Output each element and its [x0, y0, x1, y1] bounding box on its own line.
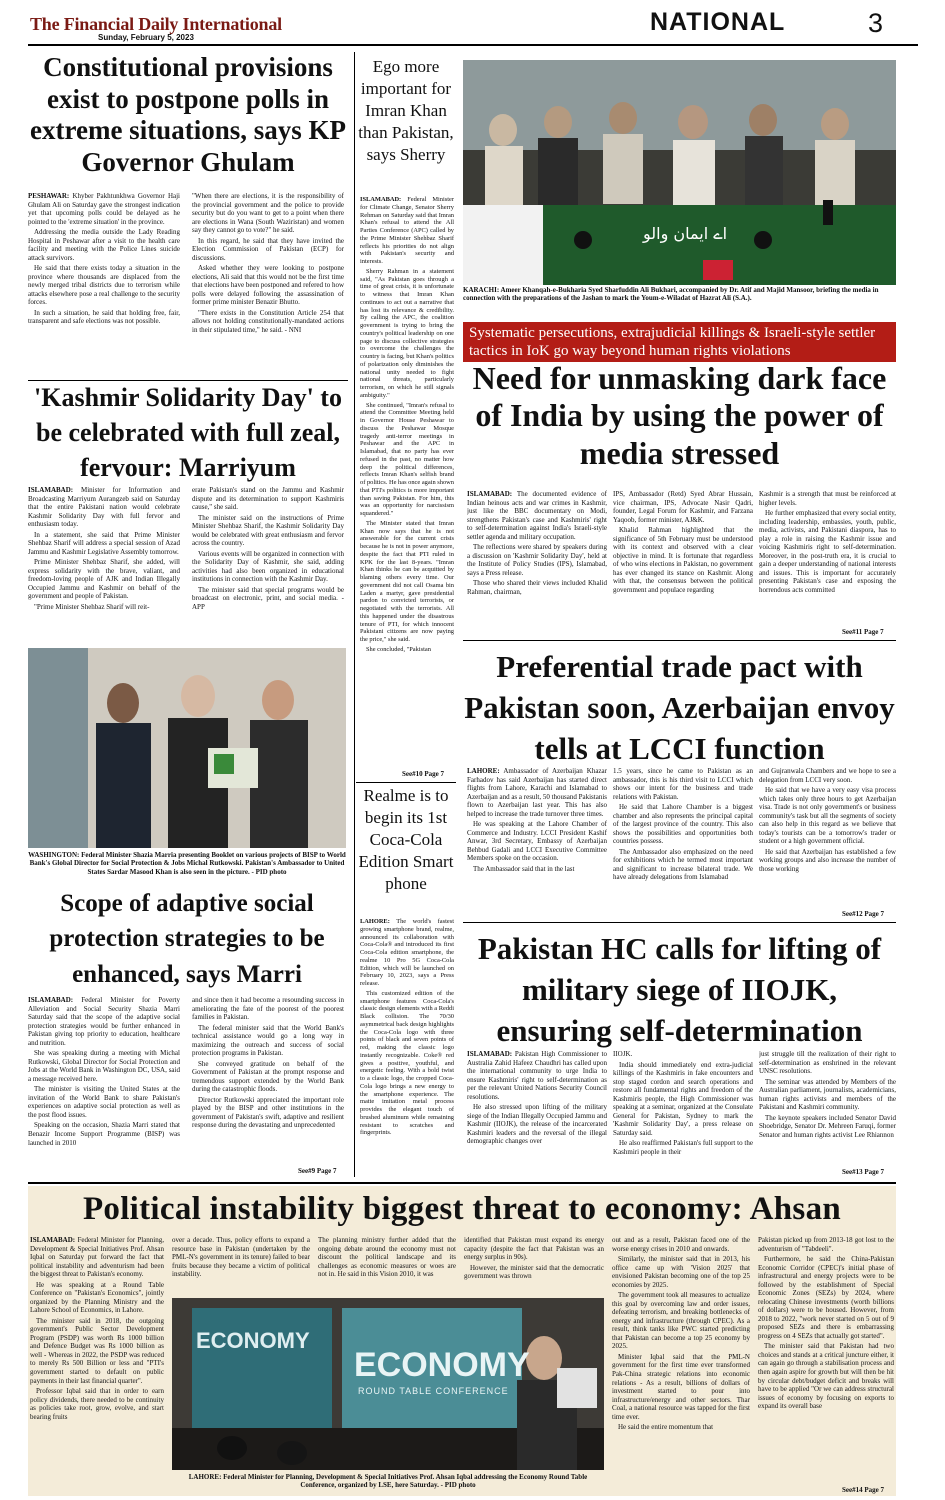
headline-azerbaijan-trade: Preferential trade pact with Pakistan soon, Azerbaijan envoy tells at LCCI function: [464, 649, 895, 767]
paragraph: This customized edition of the smartphone features Coca-Cola's classic design elements with a Reddi Black collision. The 70/30 asymmetrical back design highlights the Coca-Cola logo with three points of black and seven points of red, making the classic logo instantly recognizable. Coke® red gives a positive, youthful, and energetic feeling. With a bold twist to a classic logo, the cropped Coca-Cola logo brings a new energy to the smartphone experience. The matte imitation metal process provides the elegant touch of brushed aluminum while remaining resistant to scratches and fingerprints.: [360, 989, 454, 1137]
headline-iiojk: Pakistan HC calls for lifting of military siege of IIOJK, ensuring self-determination: [477, 931, 882, 1049]
kicker-banner: Systematic persecutions, extrajudicial killings & Israeli-style settler tactics in IoK go way beyond human rights violations: [463, 322, 896, 362]
solidarity-col1: [28, 486, 180, 641]
paragraph: The Ambassador said that in the last: [473, 864, 575, 873]
paragraph: Kashmir is a strength that must be reinforced at higher levels.: [759, 490, 896, 507]
headline-ahsan: Political instability biggest threat to economy: Ahsan: [82, 1191, 842, 1227]
paragraph: He further emphasized that every social entity, including leadership, embassies, youth, public, media, activists, and Pakistani diaspora, has to play a role in raising the Kashmir issue and voicing Kashmiris right to self-determination. Moreover, in the post-truth era, it is crucial to gain a deeper understanding of national interests and issues. This is important for accurately presenting Pakistan's case and exposing the horrendous acts committed: [759, 509, 896, 594]
paragraph: "There exists in the Constitution Article 254 that allows not holding constitutionally-mandated actions in their stipulated time," he said. - NNI: [192, 308, 344, 334]
paragraph: Speaking on the occasion, Shazia Marri stated that Benazir Income Support Programme (BISP) was launched in 2010: [28, 1121, 180, 1147]
ahsan-col3: [318, 1236, 456, 1296]
column-rule: [354, 52, 355, 1177]
divider: [356, 782, 456, 783]
see-continuation[interactable]: See#14 Page 7: [842, 1486, 884, 1494]
trade-col1: [467, 767, 607, 919]
headline-marri: Scope of adaptive social protection strategies to be enhanced, says Marri: [49, 890, 325, 988]
paragraph: over a decade. Thus, policy efforts to expand a resource base in Pakistan (undertaken by the PML-N's government in its tenure) failed to bear fruits because they became a victim of political instability.: [172, 1236, 310, 1279]
paragraph: The Ambassador also emphasized on the need for exhibitions which he termed most important and significant to increase bilateral trade. We have already delegations from Islamabad: [613, 847, 753, 882]
headline-sherry: Ego more important for Imran Khan than Pakistan, says Sherry: [358, 57, 454, 165]
dateline: ISLAMABAD:: [30, 1236, 76, 1244]
headline-realme: Realme is to begin its 1st Coca-Cola Edition Smart phone: [358, 786, 454, 894]
ahsan-col6: [758, 1236, 894, 1484]
paragraph: However, the minister said that the democratic government was thrown: [464, 1263, 604, 1281]
paragraph: He said that we have a very easy visa process which takes only three hours to get Azerbaijan visa. Trade is not only government's or business community's task but all the segments of society can also help in this regard as we believe that today's tourists can be a tomorrow's trader or student or a high government official.: [759, 786, 896, 846]
paragraph: The reflections were shared by speakers during a discussion on 'Kashmir Solidarity Day', held at the Institute of Policy Studies (IPS), Islamabad, says a Press release.: [467, 543, 607, 577]
headline-kashmir-solidarity: 'Kashmir Solidarity Day' to be celebrated with full zeal, fervour: Marriyum: [34, 383, 342, 483]
paragraph: In this regard, he said that they have invited the Election Commission of Pakistan (ECP) for discussions.: [192, 236, 344, 262]
paragraph: out and as a result, Pakistan faced one of the worse energy crises in 2010 and onwards.: [612, 1236, 750, 1253]
paragraph: Khyber Pakhtunkhwa Governor Haji Ghulam Ali on Saturday gave the strongest indication yet that upcoming polls could be delayed as he pointed to the 'extreme situation' in the province.: [28, 192, 180, 226]
banner-text: اے ایمان والو: [643, 224, 728, 243]
paragraph: He also reaffirmed Pakistan's full support to the Kashmiri people in their: [613, 1139, 753, 1156]
paragraph: Sherry Rahman in a statement said, "As Pakistan goes through a time of great crisis, it is unfortunate to witness that Imran Khan continues to act out a narrative that has lost its relevance & credibility. By calling the APC, the coalition government is trying to bring the country's political leadership on one page to discuss collective strategies to overcome the challenges the country is facing, but Khan's politics of polarization only diminishes the national unity needed to fight national threats, particularly terrorism, on which he still signals ambiguity.": [360, 267, 454, 399]
newspaper-name: The Financial Daily International: [30, 14, 282, 34]
paragraph: Addressing the media outside the Lady Reading Hospital in Peshawar after a visit to the health care facility and meeting with the Police Lines suicide attack survivors.: [28, 228, 180, 262]
divider: [28, 1182, 896, 1184]
paragraph: The minister said that special programs would be broadcast on electronic, print, and social media. - APP: [192, 585, 344, 611]
paragraph: Those who shared their views included Khalid Rahman, chairman,: [467, 579, 607, 596]
sherry-story: [360, 196, 454, 776]
ahsan-photo: [172, 1298, 604, 1470]
paragraph: The world's fastest growing smartphone brand, realme, announced its collaboration with Coca-Cola® and introduced its first Coca-Cola edition smartphone, the realme 10 Pro 5G Coca-Cola Edition, which will be launched on February 10, 2023, says a Press release.: [360, 918, 454, 987]
paragraph: Federal Minister for Planning, Development & Special Initiatives Prof. Ahsan Iqbal on Saturday put forward the fact that political instability and adventurism had been the biggest threat to Pakistan's economy.: [30, 1236, 164, 1279]
washington-caption: WASHINGTON: Federal Minister Shazia Marria presenting Booklet on various projects of BISP to World Bank's Global Director for Social Protection & Jobs Michal Rutkowski. Pakistan's Ambassador to United States Sardar Masood Khan is also seen in the picture. - PID photo: [28, 851, 346, 876]
masthead-rule: [28, 44, 918, 46]
paragraph: Various events will be organized in connection with the Solidarity Day of Kashmir, she said, adding activities had also been organized in educational institutions in connection with the Kashmir Day.: [192, 549, 344, 584]
paragraph: Director Rutkowski appreciated the important role played by the BISP and other institutions in the government of Pakistan's swift, adaptive and resilient response during the devastating and unprecedented: [192, 1095, 344, 1130]
paragraph: The seminar was attended by Members of the Australian parliament, journalists, academicians, human rights activists and members of the Pakistani and Kashmiri community.: [759, 1077, 896, 1112]
iiojk-col1: [467, 1050, 607, 1178]
paragraph: In such a situation, he said that holding free, fair, transparent and safe elections was not possible.: [28, 308, 180, 326]
marri-col1: [28, 996, 180, 1174]
kashmir-media-col3: [759, 490, 896, 628]
paragraph: He was speaking at a Round Table Conference on "Pakistan's Economics", jointly organized by the Planning Ministry and the Lahore School of Economics, in Lahore.: [30, 1280, 164, 1315]
kashmir-media-col2: [613, 490, 753, 635]
dateline: ISLAMABAD:: [28, 486, 74, 494]
paragraph: Professor Iqbal said that in order to earn policy dividends, there needed to be continuity as policies take root, grow, evolve, and start bearing fruits: [30, 1387, 164, 1421]
see-continuation[interactable]: See#11 Page 7: [842, 628, 884, 636]
iiojk-col2: [613, 1050, 753, 1178]
dateline: PESHAWAR:: [28, 192, 70, 200]
dateline: ISLAMABAD:: [360, 196, 402, 203]
paragraph: Minister Iqbal said that the PML-N government for the first time ever transformed Pak-China strategic relations into economic relations - As a result, billions of dollars of investment started to pour into infrastructure/energy and other sectors. Thar Coal, a national resource was tapped for the first time ever.: [612, 1352, 750, 1421]
ahsan-caption: LAHORE: Federal Minister for Planning, Development & Special Initiatives Prof. Ahsan Iqbal addressing the Economy Round Table Conference, organized by LSE, here Saturday. - PID photo: [188, 1473, 588, 1490]
paragraph: Furthermore, he said the China-Pakistan Economic Corridor (CPEC)'s initial phase of infrastructural and energy projects were to be followed by the establishment of Special Economic Zones (SEZs) by 2024, where relocating Chinese investments (worth billions of dollars) were to be housed. However, from 2018 to 2022, "work never started on 5 out of 9 proposed SEZs and there is embarrassing progress on 4 SEZs that actually got started".: [758, 1255, 894, 1340]
divider: [463, 640, 896, 641]
paragraph: She conveyed gratitude on behalf of the Government of Pakistan at the prompt response and tremendous support extended by the World Bank during the catastrophic floods.: [192, 1059, 344, 1094]
paragraph: The minister said on the instructions of Prime Minister Shehbaz Sharif, the Kashmir Solidarity Day would be celebrated with great enthusiasm and fervor across the country.: [192, 513, 344, 548]
ahsan-col1: [30, 1236, 164, 1494]
paragraph: IPS, Ambassador (Retd) Syed Abrar Hussain, vice chairman, IPS, Advocate Nasir Qadri, founder, Legal Forum for Kashmir, and Farzana Yaqoob, former minister, AJ&K.: [613, 490, 753, 524]
divider: [463, 922, 896, 923]
karachi-photo: [463, 60, 896, 285]
paragraph: He said that Lahore Chamber is a biggest chamber and also represents the principal capital of the largest province of the country. This also shows the possibilities and opportunities both countries possess.: [613, 803, 753, 846]
paragraph: Khalid Rahman highlighted that the significance of 5th February must be understood with its context and observed with a clear objective in mind. It is fortunate that regardless of who wins elections in Pakistan, no government has ever changed its stance on Kashmir. Along with that, the consensus between the political government and populace regarding: [613, 526, 753, 594]
ahsan-col4: [464, 1236, 604, 1296]
paragraph: 1.5 years, since he came to Pakistan as an ambassador, this is his third visit to LCCI which shows our intent for the business and trade relations with Pakistan.: [613, 767, 753, 801]
paragraph: The minister said that Pakistan had two choices and stands at a critical juncture either, it can again go through a stabilisation process and then again aspire for growth but will then be hit by circular debt/budget deficit and breaks will have to be applied "Or we can address structural issues of economy by focusing on exports to expand its overall base: [758, 1342, 894, 1411]
paragraph: He said that Azerbaijan has established a few working groups and also increase the number of those working: [759, 847, 896, 873]
trade-col3: [759, 767, 896, 909]
dateline: ISLAMABAD:: [467, 1050, 513, 1058]
paragraph: "Prime Minister Shehbaz Sharif will reit-: [34, 602, 150, 611]
dateline: ISLAMABAD:: [467, 490, 513, 498]
paragraph: She was speaking during a meeting with Michal Rutkowski, Global Director for Social Protection and Jobs at the World Bank in Washington DC, USA, said a message received here.: [28, 1049, 180, 1083]
washington-photo: [28, 648, 346, 848]
dateline: LAHORE:: [360, 918, 390, 925]
paragraph: The minister said in 2018, the outgoing government's Public Sector Development Program (PSDP) was worth Rs 1000 billion and Defence Budget was Rs 1000 billion as well - Whereas in 2022, the PSDP was reduced to merely Rs 500 Billion or less and "PTI's government started to default on public payments in their last financial quarter".: [30, 1316, 164, 1385]
ahsan-col5: [612, 1236, 750, 1494]
paragraph: Similarly, the minister said that in 2013, his office came up with 'Vision 2025' that envisioned Pakistan becoming one of the top 25 economies by 2025.: [612, 1255, 750, 1289]
ahsan-col2: [172, 1236, 310, 1296]
section-title: NATIONAL: [650, 8, 786, 36]
paragraph: and Gujranwala Chambers and we hope to see a delegation from LCCI very soon.: [759, 767, 896, 784]
paragraph: The federal minister said that the World Bank's technical assistance would go a long way in maximizing the outreach and success of social protection programs in Pakistan.: [192, 1023, 344, 1058]
issue-date: Sunday, February 5, 2023: [98, 33, 194, 42]
paragraph: He said the entire momentum that: [618, 1423, 714, 1432]
paragraph: just struggle till the realization of their right to self-determination as enshrined in the relevant UNSC resolutions.: [759, 1050, 896, 1076]
paragraph: identified that Pakistan must expand its energy capacity (despite the fact that Pakistan was an energy surplus in 90s).: [464, 1236, 604, 1262]
paragraph: and since then it had become a resounding success in ameliorating the fate of the poorest of the poorest families in Pakistan.: [192, 996, 344, 1022]
paragraph: He also stressed upon lifting of the military siege of the Indian Illegally Occupied Jammu and Kashmir (IIOJK), the release of the incarcerated Kashmiri leaders and the reversal of the illegal demographic changes over: [467, 1103, 607, 1146]
photo-screen-subtitle: ROUND TABLE CONFERENCE: [358, 1386, 509, 1396]
paragraph: Pakistan High Commissioner to Australia Zahid Hafeez Chaudhri has called upon the international community to urge India to ensure Kashmiris' right to self-determination as per the relevant United Nations Security Council resolutions.: [467, 1050, 607, 1101]
realme-story: [360, 918, 454, 1188]
photo-screen-title: ECONOMY: [196, 1328, 310, 1353]
kp-story-col2: [192, 192, 344, 377]
page-number: 3: [868, 8, 884, 38]
washington-photo-scene: [28, 648, 346, 848]
paragraph: Ambassador of Azerbaijan Khazar Farhadov has said Azerbaijan has started direct flights from Lahore, Karachi and Islamabad to Azerbaijan and as a result, 50 thousand Pakistanis flown to Azerbaijan last year. This has also helped to increase the trade turnover three times.: [467, 767, 607, 818]
paragraph: The keynote speakers included Senator David Shoebridge, Senator Dr. Mehreen Faruqi, former Senator and human rights activist Lee Rhiannon: [759, 1113, 896, 1139]
see-continuation[interactable]: See#13 Page 7: [842, 1168, 884, 1176]
paragraph: The planning ministry further added that the ongoing debate around the economy must not discount the political landscape and its challenges as economic measures or woes are not in. He said in this Vision 2010, it was: [318, 1236, 456, 1279]
paragraph: Asked whether they were looking to postpone elections, Ali said that this would not be the first time that elections have been postponed and refered to how polls were delayed following the assassination of former prime minister Benazir Bhutto.: [192, 264, 344, 307]
paragraph: Minister for Information and Broadcasting Marriyum Aurangzeb said on Saturday that the entire Pakistani nation would celebrate Kashmir Solidarity Day with full fervor and enthusiasm today.: [28, 486, 180, 529]
paragraph: She concluded, "Pakistan: [366, 645, 431, 653]
paragraph: Federal Minister for Poverty Alleviation and Social Security Shazia Marri Saturday said that the scope of the adaptive social protection strategies would be further enhanced in Pakistan giving top priority to education, healthcare and nutrition.: [28, 996, 180, 1047]
paragraph: India should immediately end extra-judicial killings of the Kashmiris in fake encounters and stop staged cordon and search operations and restore all fundamental rights and freedom of the Kashmiris people, the High Commissioner was speaking at a seminar, organized at the Consulate General for Pakistan, Sydney to mark the 'Kashmir Solidarity Day', a press release on Saturday said.: [613, 1060, 753, 1137]
paragraph: Pakistan picked up from 2013-18 got lost to the adventurism of "Tabdeeli".: [758, 1236, 894, 1253]
karachi-caption: KARACHI: Ameer Khanqah-e-Bukharia Syed Sharfuddin Ali Bukhari, accompanied by Dr. Atif and Majid Mansoor, briefing the media in connection with the preparations of the Jashan to mark the Youm-e-Wiladat of Hazrat Ali (S.A.).: [463, 286, 879, 303]
trade-col2: [613, 767, 753, 919]
kashmir-media-col1: [467, 490, 607, 635]
marri-col2: [192, 996, 344, 1164]
paragraph: The minister is visiting the United States at the invitation of the World Bank to share Pakistan's experiences on adaptive social protection as well as the post flood issues.: [28, 1085, 180, 1119]
dateline: ISLAMABAD:: [28, 996, 74, 1004]
paragraph: The Minister stated that Imran Khan now says that he is not answerable for the current crisis because he is not in power anymore, despite the fact that PTI ruled in KPK for the last 8-years. "Imran Khan thinks he can be acquitted by blaming others every time. Our government did not call Osama bin Laden a martyr, gave presidential pardon to convicted terrorists, or negotiated with the terrorists. All this happened under the disastrous tenure of PTI, for which innocent Pakistani citizens are now paying the price," she said.: [360, 519, 454, 643]
paragraph: The government took all measures to actualize this goal by overcoming law and order issues, defeating terrorism, and breaking bottlenecks of energy and infrastructure (through CPEC). As a result, think tanks like PWC started predicting that Pakistan can become a top 25 economy by 2025.: [612, 1291, 750, 1351]
iiojk-col3: [759, 1050, 896, 1168]
paragraph: Federal Minister for Climate Change, Senator Sherry Rehman on Saturday said that Imran Khan's refusal to attend the All Parties Conference (APC) called by the Prime Minister Shehbaz Sharif reflects his priorities do not align with Pakistan's security and interests.: [360, 196, 454, 265]
paragraph: IIOJK.: [613, 1050, 633, 1058]
headline-unmasking-india: Need for unmasking dark face of India by using the power of media stressed: [472, 360, 887, 471]
solidarity-col2: [192, 486, 344, 641]
dateline: LAHORE:: [467, 767, 500, 775]
paragraph: She continued, "Imran's refusal to attend the Committee Meeting held in Governor House Peshawar to discuss the Peshawar Mosque tragedy anti-terror meetings in Peshawar and the APC in Islamabad, that no party has ever refused in the past, no matter how deep the political differences, reflects Imran Khan's selfish brand of politics. He has once again shown that PTI's politics is more important than saving Pakistan. For him, this was an opportunity for narcissism squandered.": [360, 401, 454, 517]
see-continuation[interactable]: See#12 Page 7: [842, 910, 884, 918]
paragraph: In a statement, she said that Prime Minister Shehbaz Sharif will address a special session of Azad Jammu and Kashmir Legislative Assembly tomorrow.: [28, 530, 180, 556]
paragraph: The documented evidence of Indian heinous acts and war crimes in Kashmir, just like the BBC documentary on Modi, strengthens Pakistan's case and Kashmiris' right to self-determination against India's Israeli-style settler agenda and military occupation.: [467, 490, 607, 541]
kp-story-col1: [28, 192, 180, 377]
photo-screen-title-large: ECONOMY: [354, 1346, 530, 1384]
headline-kp-governor: Constitutional provisions exist to postpone polls in extreme situations, says KP Governor Ghulam: [30, 52, 346, 177]
paragraph: "When there are elections, it is the responsibility of the provincial government and the police to provide security but do you want to get to a point when there are elections in Wana (South Waziristan) and women say they cannot go to vote?" he said.: [192, 192, 344, 235]
paragraph: He said that there exists today a situation in the province where thousands are displaced from the newly merged tribal districts due to terrorism while attacks elsewhere pose a real challenge to the security forces.: [28, 264, 180, 307]
karachi-photo-scene: [463, 60, 896, 285]
paragraph: He was speaking at the Lahore Chamber of Commerce and Industry. LCCI President Kashif Anwar, 3rd Secretary, Embassy of Azerbaijan Behbud Gadali and LCCI Executive Committee Members spoke on the occasion.: [467, 820, 607, 863]
see-continuation[interactable]: See#9 Page 7: [298, 1167, 337, 1175]
see-continuation[interactable]: See#10 Page 7: [402, 770, 444, 778]
paragraph: Prime Minister Shehbaz Sharif, she added, will express solidarity with the brave, valiant, and freedom-loving people of AJK and Indian Illegally Occupied Jammu and Kashmir on behalf of the government and people of Pakistan.: [28, 558, 180, 601]
paragraph: erate Pakistan's stand on the Jammu and Kashmir dispute and its determination to support Kashmiris cause," she said.: [192, 486, 344, 512]
